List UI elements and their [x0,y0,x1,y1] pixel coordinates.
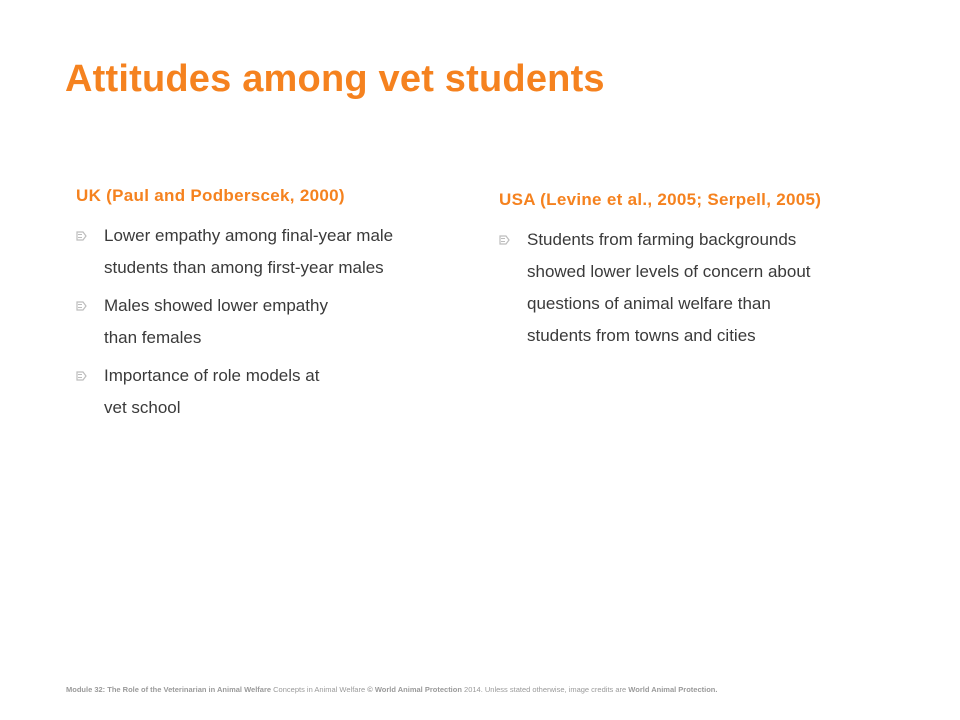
bullet-icon [76,300,88,312]
bullet-line: Students from farming backgrounds [527,230,797,249]
bullet-line: Lower empathy among final-year male [104,226,394,245]
right-column [499,190,909,358]
bullet-line: Males showed lower empathy [104,296,328,315]
footer-credit: World Animal Protection. [628,685,718,694]
list-item [76,290,476,354]
right-heading: USA (Levine et al., 2005; Serpell, 2005) [499,190,822,209]
bullet-line: students than among first-year males [104,258,384,277]
bullet-icon [76,230,88,242]
footer-year: 2014. Unless stated otherwise, image credits are [464,685,627,694]
left-heading: UK (Paul and Podberscek, 2000) [76,186,345,205]
list-item [76,360,476,424]
left-column [76,186,476,430]
bullet-line: than females [104,328,202,347]
bullet-line: vet school [104,398,181,417]
bullet-line: students from towns and cities [527,326,756,345]
bullet-line: questions of animal welfare than [527,294,771,313]
bullet-icon [499,234,511,246]
footer [66,685,717,694]
footer-series: Concepts in Animal Welfare [273,685,366,694]
footer-module: Module 32: The Role of the Veterinarian in Animal Welfare [66,685,272,694]
bullet-line: Importance of role models at [104,366,320,385]
footer-copyright: © World Animal Protection [367,685,462,694]
bullet-icon [76,370,88,382]
bullet-line: showed lower levels of concern about [527,262,811,281]
list-item [499,224,909,352]
list-item [76,220,476,284]
page-title: Attitudes among vet students [65,58,605,100]
